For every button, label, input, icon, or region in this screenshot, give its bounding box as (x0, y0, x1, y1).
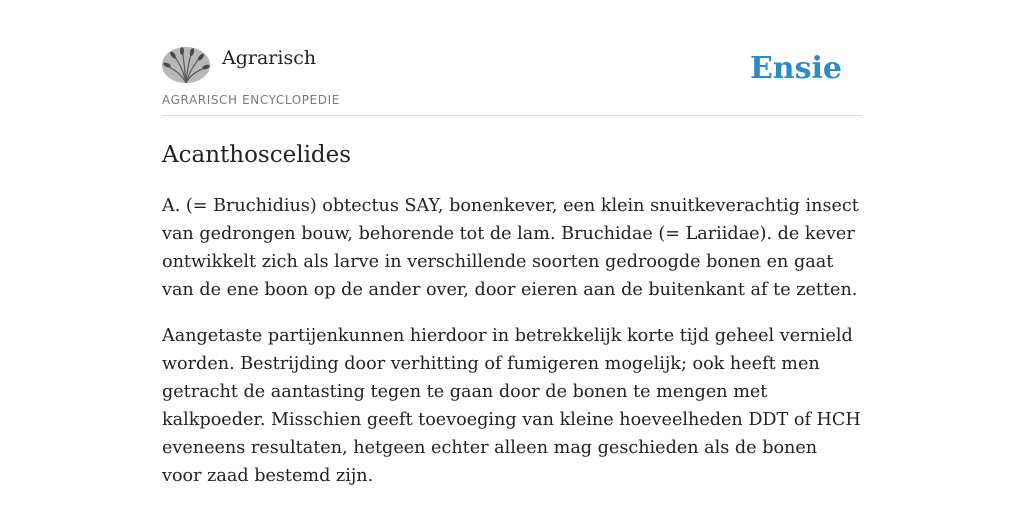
header (162, 0, 862, 116)
brand-logo-link[interactable]: Ensie (749, 51, 842, 86)
article-paragraph: Aangetaste partijenkunnen hierdoor in betrekkelijk korte tijd geheel vernield worden. Bestrijding door verhitting of fumigeren mogelijk; ook heeft men getracht de aantasting tegen te gaan door de bonen te mengen met kalkpoeder. Misschien geeft toevoeging van kleine hoeveelheden DDT of HCH eveneens resultaten, hetgeen echter alleen mag geschieden als de bonen voor zaad bestemd zijn. (162, 326, 861, 486)
source-name[interactable]: Agrarisch (222, 47, 317, 69)
article-paragraph: A. (= Bruchidius) obtectus SAY, bonenkever, een klein snuitkeverachtig insect van gedrongen bouw, behorende tot de lam. Bruchidae (= Lariidae). de kever ontwikkelt zich als larve in verschillende soorten gedroogde bonen en gaat van de ene boon op de ander over, door eieren aan de buitenkant af te zetten. (162, 196, 859, 300)
source-subtitle: AGRARISCH ENCYCLOPEDIE (162, 93, 340, 107)
article-body (162, 192, 862, 508)
wheat-sheaf-icon[interactable] (162, 47, 210, 83)
article-title: Acanthoscelides (162, 142, 352, 168)
page (162, 0, 862, 486)
